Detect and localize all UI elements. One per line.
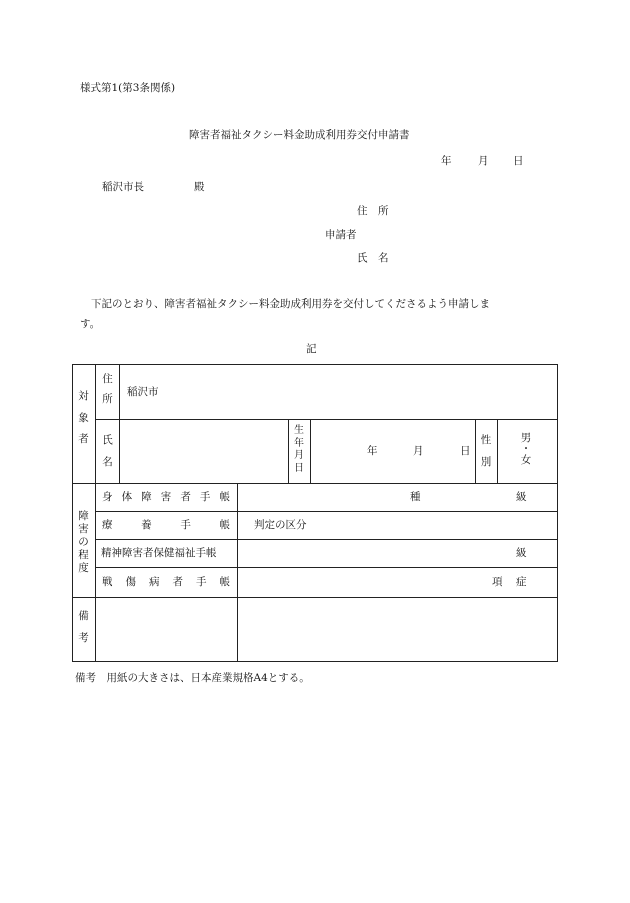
applicant-address-label: 住 所 [357,205,389,217]
body-text-line1: 下記のとおり、障害者福祉タクシー料金助成利用券を交付してくださるよう申請しま [91,298,490,310]
addressee-honorific: 殿 [194,181,205,193]
disability-degree-label: 障 害 の 程 度 [78,510,89,574]
birth-month-label: 月 [413,445,424,457]
page-title: 障害者福祉タクシー料金助成利用券交付申請書 [189,129,410,141]
remarks-label: 備 考 [78,610,89,644]
applicant-role-label: 申請者 [325,229,357,241]
date-year-label: 年 [441,155,452,167]
birth-day-label: 日 [460,445,471,457]
birth-year-label: 年 [367,445,378,457]
application-table [72,364,558,662]
mental-health-certificate-label: 精神障害者保健福祉手帳 [101,547,217,559]
war-item-label: 項 [492,576,503,588]
form-number: 様式第1(第3条関係) [80,82,176,94]
sex-options: 男 ・ 女 [520,432,532,466]
addressee-name: 稲沢市長 [102,181,144,193]
name-label: 氏 名 [102,434,113,468]
rehabilitation-judgement-label: 判定の区分 [254,519,307,531]
rehabilitation-certificate-label: 療 養 手 帳 [102,519,230,531]
sex-label: 性 別 [480,434,492,468]
ki-heading: 記 [306,343,317,355]
address-label: 住 所 [102,373,113,405]
date-month-label: 月 [478,155,489,167]
footnote: 備考 用紙の大きさは、日本産業規格A4とする。 [75,672,310,684]
physical-disability-certificate-label: 身 体 障 害 者 手 帳 [102,491,230,503]
applicant-name-label: 氏 名 [357,252,389,264]
address-value: 稲沢市 [127,386,159,398]
date-day-label: 日 [513,155,524,167]
war-symptom-label: 症 [516,576,527,588]
war-injury-certificate-label: 戦 傷 病 者 手 帳 [102,576,230,588]
mental-grade-label: 級 [516,547,527,559]
physical-type-label: 種 [410,491,421,503]
subject-label: 対 象 者 [78,390,89,446]
body-text-line2: す。 [80,318,101,330]
birthdate-label: 生 年 月 日 [294,425,304,474]
physical-grade-label: 級 [516,491,527,503]
